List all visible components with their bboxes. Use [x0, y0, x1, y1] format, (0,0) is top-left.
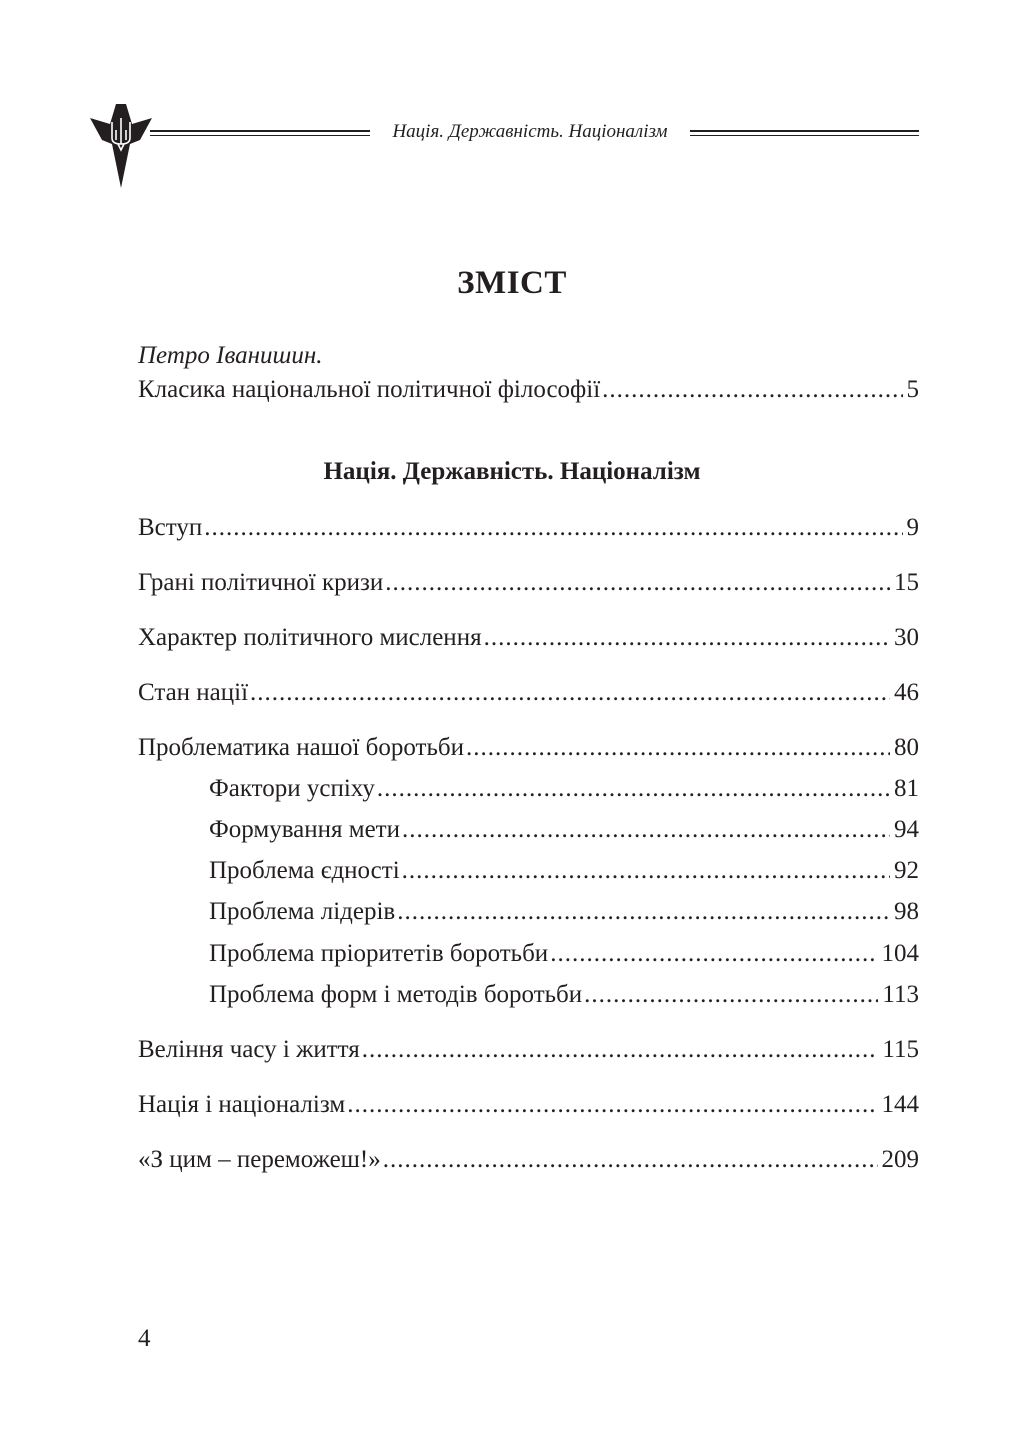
toc-entry-label: Фактори успіху: [209, 775, 375, 802]
toc-entry[interactable]: [138, 731, 919, 765]
toc-entry-label: Нація і націоналізм: [138, 1091, 346, 1118]
page-header: [0, 0, 1024, 200]
preface-block: [138, 340, 919, 372]
dot-leader: [402, 854, 890, 888]
section-title: Нація. Державність. Націоналізм: [323, 458, 701, 485]
toc-entry-label: Формування мети: [209, 816, 400, 843]
toc-entry-page: 81: [894, 775, 919, 802]
dot-leader: [397, 895, 890, 929]
dot-leader: [484, 621, 890, 655]
toc-entry[interactable]: [138, 676, 919, 710]
toc-entry-page: 144: [881, 1091, 919, 1118]
toc-entry[interactable]: [138, 621, 919, 655]
dot-leader: [466, 731, 890, 765]
dot-leader: [602, 373, 902, 407]
toc-subentry[interactable]: [209, 772, 919, 806]
page-number: 4: [138, 1325, 151, 1352]
dot-leader: [347, 1088, 877, 1122]
toc-entry-page: 92: [894, 857, 919, 884]
dot-leader: [550, 937, 877, 971]
toc-subentry[interactable]: [209, 854, 919, 888]
page-title: ЗМІСТ: [457, 265, 567, 301]
trident-cross-emblem-icon: [90, 104, 152, 188]
toc-entry-page: 46: [894, 679, 919, 706]
toc-entry-label: «З цим – переможеш!»: [138, 1146, 381, 1173]
toc-entry-label: Грані політичної кризи: [138, 569, 384, 596]
toc-entry[interactable]: [138, 1143, 919, 1177]
running-title: Нація. Державність. Націоналізм: [392, 121, 668, 142]
toc-entry-page: 5: [906, 376, 919, 403]
toc-entry-page: 30: [894, 624, 919, 651]
dot-leader: [250, 676, 890, 710]
toc-entry-page: 9: [906, 514, 919, 541]
toc-entry[interactable]: [138, 511, 919, 545]
toc-entry-label: Веління часу і життя: [138, 1036, 360, 1063]
dot-leader: [383, 1143, 878, 1177]
toc-subentry[interactable]: [209, 813, 919, 847]
toc-entry-preface[interactable]: [138, 373, 919, 407]
dot-leader: [362, 1033, 879, 1067]
toc-entry-label: Вступ: [138, 514, 203, 541]
toc-entry-page: 209: [881, 1146, 919, 1173]
toc-entry-label: Проблема єдності: [209, 857, 400, 884]
dot-leader: [377, 772, 890, 806]
toc-entry-label: Проблема лідерів: [209, 898, 396, 925]
toc-entry-page: 104: [881, 940, 919, 967]
toc-entry-label: Характер політичного мислення: [138, 624, 482, 651]
header-rule-left: [150, 130, 370, 136]
toc-entry[interactable]: [138, 566, 919, 600]
toc-subentry[interactable]: [209, 978, 919, 1012]
toc-entry[interactable]: [138, 1088, 919, 1122]
dot-leader: [385, 566, 890, 600]
toc-entry-label: Проблема форм і методів боротьби: [209, 981, 583, 1008]
toc-entry-label: Проблема пріоритетів боротьби: [209, 940, 549, 967]
preface-author: Петро Іванишин.: [138, 342, 323, 369]
toc-entry-label: Проблематика нашої боротьби: [138, 734, 464, 761]
toc-subentry[interactable]: [209, 895, 919, 929]
toc-entry[interactable]: [138, 1033, 919, 1067]
header-rule-right: [690, 130, 919, 136]
dot-leader: [204, 511, 902, 545]
toc-entry-label: Класика національної політичної філософії: [138, 376, 601, 403]
toc-entry-page: 15: [894, 569, 919, 596]
toc-entry-page: 94: [894, 816, 919, 843]
toc-entry-page: 80: [894, 734, 919, 761]
toc-entry-page: 115: [882, 1036, 919, 1063]
dot-leader: [584, 978, 878, 1012]
toc-entry-page: 98: [894, 898, 919, 925]
toc-entry-page: 113: [882, 981, 919, 1008]
toc-subentry[interactable]: [209, 937, 919, 971]
toc-entry-label: Стан нації: [138, 679, 249, 706]
dot-leader: [402, 813, 890, 847]
